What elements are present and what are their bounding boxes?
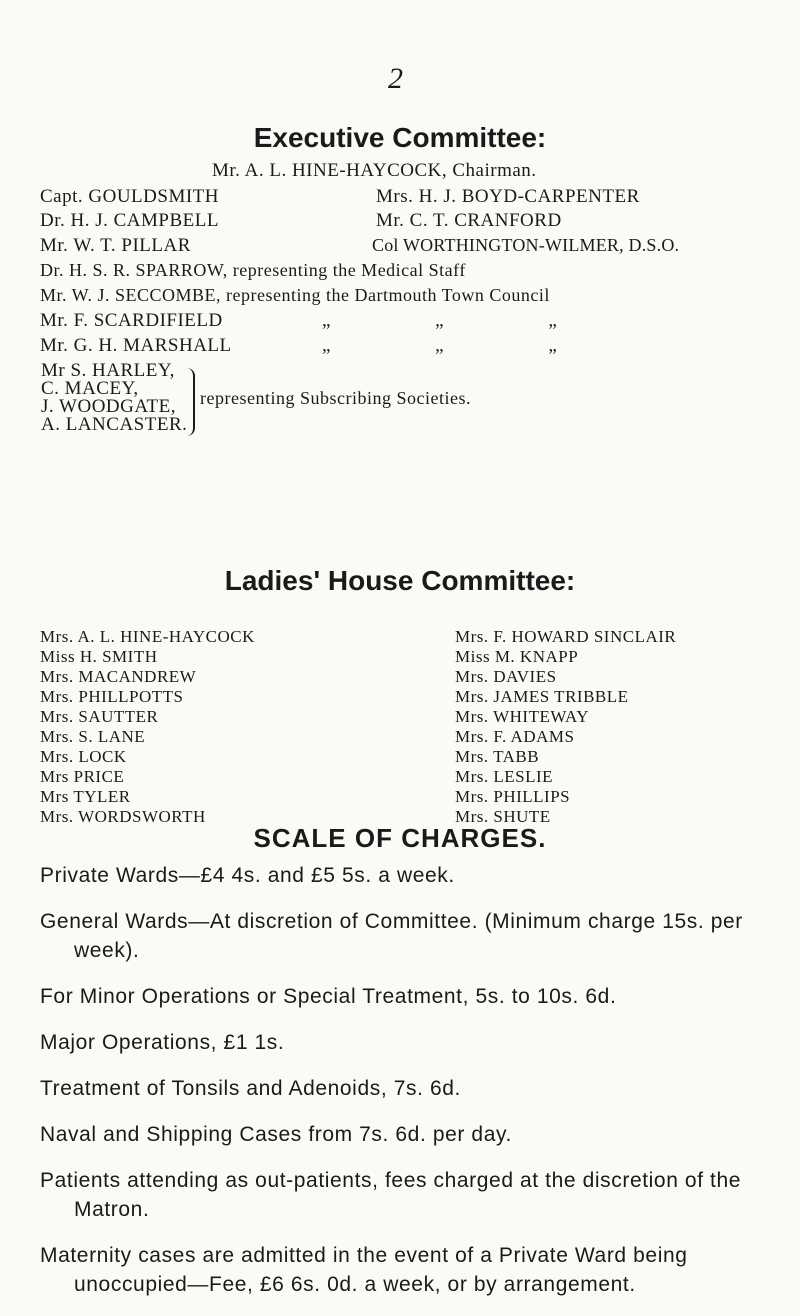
ditto-marks: „ „ „ xyxy=(322,310,607,331)
committee-member: Mrs. PHILLIPS xyxy=(455,787,571,806)
charge-item: Patients attending as out-patients, fees charged at the discretion of the Matron. xyxy=(40,1169,742,1221)
charge-item: General Wards—At discretion of Committee. (Minimum charge 15s. per week). xyxy=(40,910,743,962)
council-representative: Mr. W. J. SECCOMBE, representing the Dartmouth Town Council xyxy=(40,285,550,305)
exec-member: Capt. GOULDSMITH xyxy=(40,186,219,207)
council-representative: Mr. G. H. MARSHALL xyxy=(40,335,232,356)
committee-member: Miss H. SMITH xyxy=(40,647,158,666)
charge-item: Naval and Shipping Cases from 7s. 6d. per day. xyxy=(40,1123,512,1146)
society-member: J. WOODGATE, xyxy=(41,396,176,417)
committee-member: Miss M. KNAPP xyxy=(455,647,579,666)
exec-member: Mr. W. T. PILLAR xyxy=(40,235,191,256)
committee-member: Mrs. S. LANE xyxy=(40,727,146,746)
scale-of-charges-heading: SCALE OF CHARGES. xyxy=(253,823,547,853)
society-member: Mr S. HARLEY, xyxy=(41,360,175,381)
committee-member: Mrs. DAVIES xyxy=(455,667,557,686)
committee-member: Mrs. WHITEWAY xyxy=(455,707,589,726)
committee-member: Mrs. JAMES TRIBBLE xyxy=(455,687,629,706)
committee-member: Mrs. LOCK xyxy=(40,747,127,766)
chairman-line: Mr. A. L. HINE-HAYCOCK, Chairman. xyxy=(212,160,537,181)
committee-member: Mrs. F. ADAMS xyxy=(455,727,575,746)
charge-item: Treatment of Tonsils and Adenoids, 7s. 6d. xyxy=(40,1077,461,1100)
grouping-brace xyxy=(185,368,195,436)
committee-member: Mrs TYLER xyxy=(40,787,131,806)
charge-item: Private Wards—£4 4s. and £5 5s. a week. xyxy=(40,864,455,887)
exec-member: Mr. C. T. CRANFORD xyxy=(376,210,562,231)
ladies-left-column xyxy=(40,627,255,827)
executive-committee-heading: Executive Committee: xyxy=(253,122,547,153)
charges-list xyxy=(40,861,762,1316)
council-representative: Mr. F. SCARDIFIELD xyxy=(40,310,223,331)
medical-representative: Dr. H. S. R. SPARROW, representing the Medical Staff xyxy=(40,260,466,280)
committee-member: Mrs. SHUTE xyxy=(455,807,551,826)
committee-member: Mrs. WORDSWORTH xyxy=(40,807,206,826)
committee-member: Mrs. PHILLPOTTS xyxy=(40,687,184,706)
charge-item: Major Operations, £1 1s. xyxy=(40,1031,285,1054)
exec-member: Mrs. H. J. BOYD-CARPENTER xyxy=(376,186,640,207)
society-member: A. LANCASTER. xyxy=(41,414,188,435)
committee-member: Mrs. MACANDREW xyxy=(40,667,197,686)
ladies-right-column xyxy=(455,627,676,827)
committee-member: Mrs. TABB xyxy=(455,747,540,766)
charge-item: Maternity cases are admitted in the event of a Private Ward being unoccupied—Fee, £6 6s. 0d. a week, or by arrangement. xyxy=(40,1244,688,1296)
ditto-marks: „ „ „ xyxy=(322,335,607,356)
committee-member: Mrs PRICE xyxy=(40,767,125,786)
charge-item: For Minor Operations or Special Treatment, 5s. to 10s. 6d. xyxy=(40,985,617,1008)
society-member: C. MACEY, xyxy=(41,378,139,399)
committee-member: Mrs. A. L. HINE-HAYCOCK xyxy=(40,627,255,646)
ladies-committee-heading: Ladies' House Committee: xyxy=(224,565,576,596)
committee-member: Mrs. LESLIE xyxy=(455,767,554,786)
exec-member: Col WORTHINGTON-WILMER, D.S.O. xyxy=(372,235,680,255)
exec-member: Dr. H. J. CAMPBELL xyxy=(40,210,219,231)
societies-label: representing Subscribing Societies. xyxy=(200,388,471,408)
committee-member: Mrs. SAUTTER xyxy=(40,707,159,726)
committee-member: Mrs. F. HOWARD SINCLAIR xyxy=(455,627,677,646)
page-number: 2 xyxy=(388,62,403,95)
